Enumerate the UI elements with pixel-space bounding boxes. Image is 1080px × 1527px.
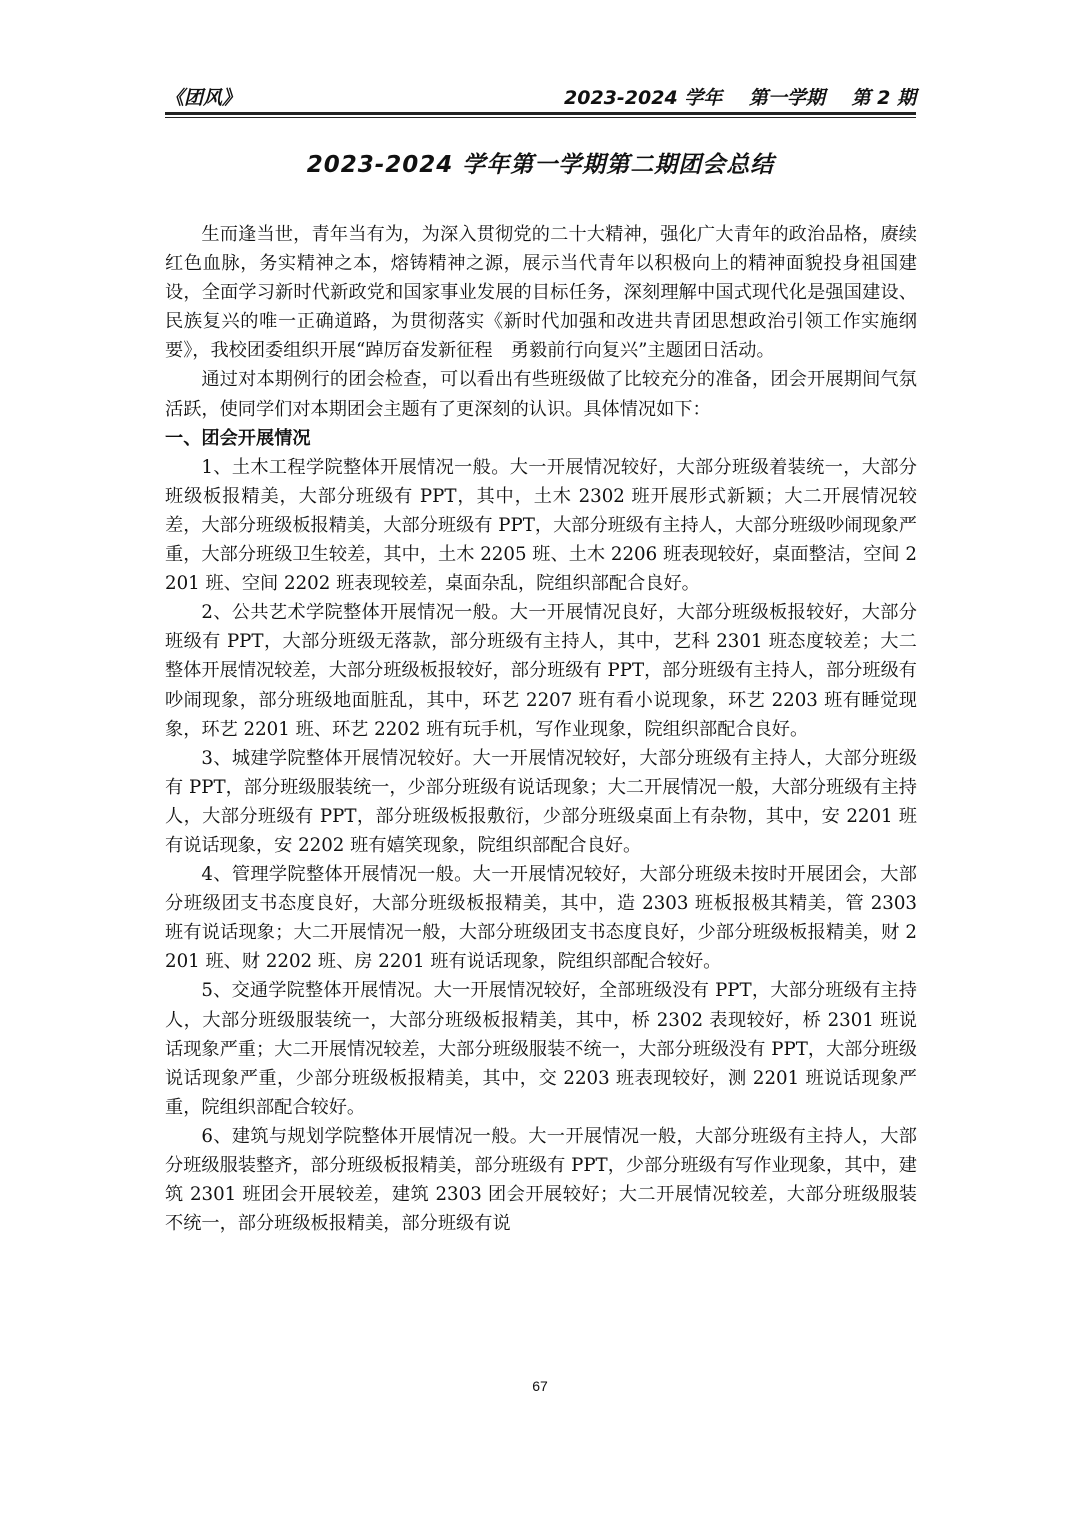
intro-paragraph: 通过对本期例行的团会检查，可以看出有些班级做了比较充分的准备，团会开展期间气氛活跃，使同学们对本期团会主题有了更深刻的认识。具体情况如下： (165, 369, 917, 420)
college-report-paragraph: 3、城建学院整体开展情况较好。大一开展情况较好，大部分班级有主持人，大部分班级有 PPT，部分班级服装统一，少部分班级有说话现象；大二开展情况一般，大部分班级有主持人，大部分班级有 PPT，部分班级板报敷衍，少部分班级桌面上有杂物，其中，安 2201 班有说话现象，安 2202 班有嬉笑现象，院组织部配合良好。 (165, 747, 917, 856)
journal-name: 《团风》 (165, 87, 242, 109)
header-rule-thick (165, 112, 916, 115)
article-title: 2023-2024 学年第一学期第二期团会总结 (306, 152, 775, 178)
issue-number: 第 2 期 (851, 87, 916, 109)
college-report-paragraph: 5、交通学院整体开展情况。大一开展情况较好，全部班级没有 PPT，大部分班级有主持人，大部分班级服装统一，大部分班级板报精美，其中，桥 2302 表现较好，桥 2301 班说话现象严重；大二开展情况较差，大部分班级服装不统一，大部分班级没有 PPT，大部分班级说话现象严重，少部分班级板报精美，其中，交 2203 班表现较好，测 2201 班说话现象严重，院组织部配合较好。 (165, 980, 917, 1118)
page-header (165, 76, 916, 110)
college-report-paragraph: 2、公共艺术学院整体开展情况一般。大一开展情况良好，大部分班级板报较好，大部分班级有 PPT，大部分班级无落款，部分班级有主持人，其中，艺科 2301 班态度较差；大二整体开展情况较差，大部分班级板报较好，部分班级有 PPT，部分班级有主持人，部分班级有吵闹现象，部分班级地面脏乱，其中，环艺 2207 班有看小说现象，环艺 2203 班有睡觉现象，环艺 2201 班、环艺 2202 班有玩手机，写作业现象，院组织部配合良好。 (165, 602, 917, 740)
header-rule-thin (165, 117, 916, 118)
academic-year: 2023-2024 学年 (564, 87, 723, 109)
section-heading: 一、团会开展情况 (165, 427, 311, 449)
semester: 第一学期 (748, 87, 825, 109)
page-number: 67 (532, 1378, 548, 1394)
issue-info (544, 83, 916, 110)
college-report-paragraph: 6、建筑与规划学院整体开展情况一般。大一开展情况一般，大部分班级有主持人，大部分班级服装整齐，部分班级板报精美，部分班级有 PPT，少部分班级有写作业现象，其中，建筑 2301 班团会开展较差，建筑 2303 团会开展较好；大二开展情况较差，大部分班级服装不统一，部分班级板报精美，部分班级有说 (165, 1125, 917, 1235)
college-report-paragraph: 1、土木工程学院整体开展情况一般。大一开展情况较好，大部分班级着装统一，大部分班级板报精美，大部分班级有 PPT，其中，土木 2302 班开展形式新颖；大二开展情况较差，大部分班级板报精美，大部分班级有 PPT，大部分班级有主持人，大部分班级吵闹现象严重，大部分班级卫生较差，其中，土木 2205 班、土木 2206 班表现较好，桌面整洁，空间 2201 班、空间 2202 班表现较差，桌面杂乱，院组织部配合良好。 (165, 456, 917, 595)
article-body (165, 220, 917, 1238)
college-report-paragraph: 4、管理学院整体开展情况一般。大一开展情况较好，大部分班级未按时开展团会，大部分班级团支书态度良好，大部分班级板报精美，其中，造 2303 班板报极其精美，管 2303 班有说话现象；大二开展情况一般，大部分班级团支书态度良好，少部分班级板报精美，财 2201 班、财 2202 班、房 2201 班有说话现象，院组织部配合较好。 (165, 864, 917, 973)
intro-paragraph: 生而逢当世，青年当有为，为深入贯彻党的二十大精神，强化广大青年的政治品格，赓续红色血脉，务实精神之本，熔铸精神之源，展示当代青年以积极向上的精神面貌投身祖国建设，全面学习新时代新政党和国家事业发展的目标任务，深刻理解中国式现代化是强国建设、民族复兴的唯一正确道路，为贯彻落实《新时代加强和改进共青团思想政治引领工作实施纲要》，我校团委组织开展“踔厉奋发新征程 勇毅前行向复兴”主题团日活动。 (165, 224, 917, 362)
